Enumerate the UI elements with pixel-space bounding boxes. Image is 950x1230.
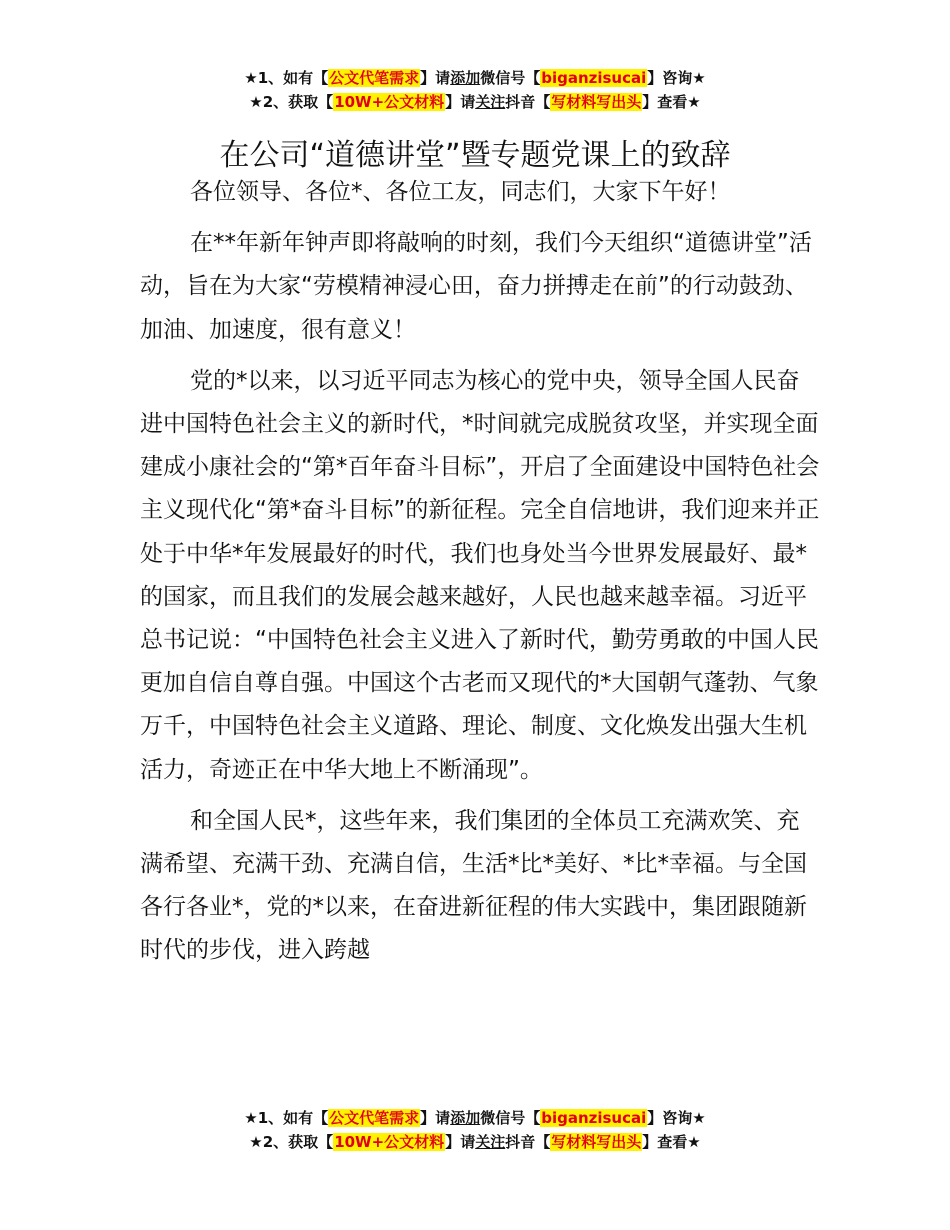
promo-highlight: 10W+公文材料	[334, 1133, 445, 1151]
promo-underlined-text: 添加	[450, 69, 481, 87]
promo-text: 微信号【	[480, 1109, 541, 1127]
document-body	[140, 171, 820, 973]
body-paragraph: 和全国人民*，这些年来，我们集团的全体员工充满欢笑、充满希望、充满干劲、充满自信，生活*比*美好、*比*幸福。与全国各行各业*，党的*以来，在奋进新征程的伟大实践中，集团跟随新时代的步伐，进入跨越	[140, 807, 807, 964]
promo-highlight: 10W+公文材料	[334, 93, 445, 111]
promo-underlined-text: 关注	[475, 93, 506, 111]
promo-text: ★2、获取【	[249, 1133, 334, 1151]
footer-promo-line-2	[0, 1130, 950, 1154]
header-promo-line-2	[0, 90, 950, 114]
promo-text: 抖音【	[505, 93, 551, 111]
body-paragraph: 在**年新年钟声即将敲响的时刻，我们今天组织“道德讲堂”活动，旨在为大家“劳模精神浸心田，奋力拼搏走在前”的行动鼓劲、加油、加速度，很有意义！	[140, 230, 812, 343]
promo-text: 微信号【	[480, 69, 541, 87]
promo-underlined-text: 添加	[450, 1109, 481, 1127]
promo-text: ★1、如有【	[244, 69, 329, 87]
promo-text: ★2、获取【	[249, 93, 334, 111]
promo-wechat-id: biganzisucai	[541, 1109, 647, 1127]
promo-text: ★1、如有【	[244, 1109, 329, 1127]
body-paragraph: 党的*以来，以习近平同志为核心的党中央，领导全国人民奋进中国特色社会主义的新时代，*时间就完成脱贫攻坚，并实现全面建成小康社会的“第*百年奋斗目标”，开启了全面建设中国特色社会主义现代化“第*奋斗目标”的新征程。完全自信地讲，我们迎来并正处于中华*年发展最好的时代，我们也身处当今世界发展最好、最*的国家，而且我们的发展会越来越好，人民也越来越幸福。习近平总书记说：“中国特色社会主义进入了新时代，勤劳勇敢的中国人民更加自信自尊自强。中国这个古老而又现代的*大国朝气蓬勃、气象万千，中国特色社会主义道路、理论、制度、文化焕发出强大生机活力，奇迹正在中华大地上不断涌现”。	[140, 367, 820, 783]
footer-promo	[0, 1106, 950, 1154]
promo-wechat-id: biganzisucai	[541, 69, 647, 87]
promo-highlight: 公文代笔需求	[329, 69, 420, 87]
header-promo	[0, 66, 950, 114]
promo-text: 抖音【	[505, 1133, 551, 1151]
header-promo-line-1	[0, 66, 950, 90]
promo-text: 】请	[420, 1109, 451, 1127]
document-title: 在公司“道德讲堂”暨专题党课上的致辞	[219, 138, 731, 174]
promo-douyin-account: 写材料写出头	[551, 1133, 642, 1151]
promo-text: 】请	[445, 93, 476, 111]
greeting-paragraph: 各位领导、各位*、各位工友，同志们，大家下午好！	[190, 179, 731, 205]
promo-highlight: 公文代笔需求	[329, 1109, 420, 1127]
promo-text: 】请	[420, 69, 451, 87]
promo-douyin-account: 写材料写出头	[551, 93, 642, 111]
promo-text: 】查看★	[642, 1133, 701, 1151]
promo-text: 】咨询★	[647, 69, 706, 87]
promo-text: 】查看★	[642, 93, 701, 111]
promo-text: 】请	[445, 1133, 476, 1151]
footer-promo-line-1	[0, 1106, 950, 1130]
promo-underlined-text: 关注	[475, 1133, 506, 1151]
promo-text: 】咨询★	[647, 1109, 706, 1127]
